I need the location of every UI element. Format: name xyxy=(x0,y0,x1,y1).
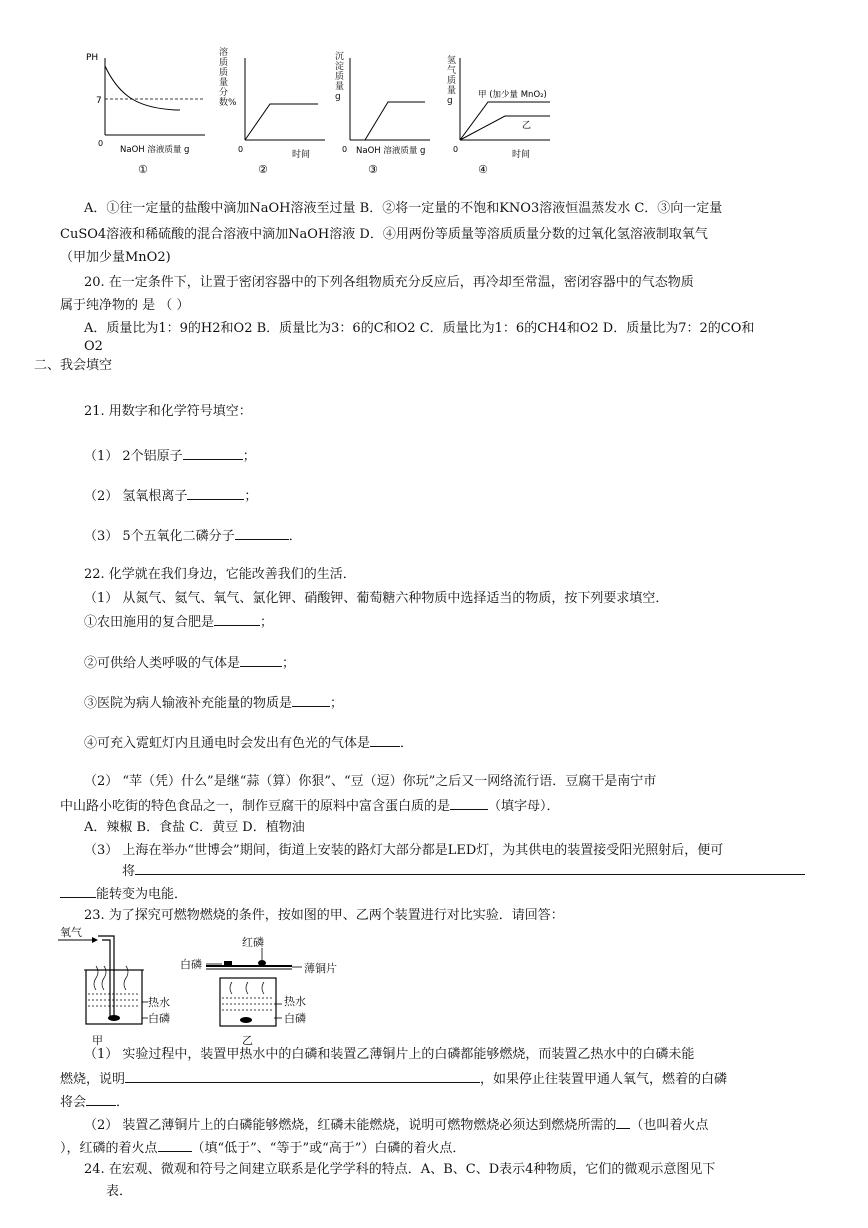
graph4-label-jia: 甲 (加少量 MnO₂) xyxy=(478,90,547,100)
q22-part2-line1: （2） “苹（凭）什么”是继“蒜（算）你狠”、“豆（逗）你玩”之后又一网络流行语．豆腐干是南宁市 xyxy=(84,774,657,789)
q22-part3-line2 xyxy=(122,861,805,881)
q23-part2-blank-1[interactable] xyxy=(616,1115,630,1129)
q21-item1-text: （1） 2个铝原子 xyxy=(84,449,183,464)
label-copper: 薄铜片 xyxy=(304,962,337,975)
graph2-origin: 0 xyxy=(238,145,244,154)
q23-part1-blank-short[interactable] xyxy=(86,1092,116,1106)
q21-stem: 21. 用数字和化学符号填空： xyxy=(84,404,252,419)
label-hotwater-jia: 热水 xyxy=(148,996,170,1009)
q22-a4 xyxy=(84,733,413,753)
graph1-tick7: 7 xyxy=(96,96,102,106)
q21-item2-blank[interactable] xyxy=(187,486,244,500)
q22-part3-line1: （3） 上海在举办“世博会”期间，街道上安装的路灯大部分都是LED灯，为其供电的装置接受阳光照射后，便可 xyxy=(84,843,724,858)
label-hotwater-yi: 热水 xyxy=(284,995,306,1008)
q23-part1-line2 xyxy=(60,1069,727,1089)
q22-part3-blank-long[interactable] xyxy=(135,861,805,875)
graph4-xlabel: 时间 xyxy=(512,150,531,160)
q23-part1-line3 xyxy=(60,1092,129,1112)
graph3-ylabel: 沉淀质量g xyxy=(335,52,345,102)
label-oxygen: 氧气 xyxy=(60,926,82,939)
q21-item2 xyxy=(84,486,257,506)
q22-a1-blank[interactable] xyxy=(214,612,260,626)
q21-item1 xyxy=(84,446,256,466)
q22-a3-semi: ； xyxy=(330,696,344,711)
q19-options-line1: A．①往一定量的盐酸中滴加NaOH溶液至过量 B．②将一定量的不饱和KNO3溶液恒温蒸发水 C．③向一定量 xyxy=(84,201,723,216)
q20-options-line1: A．质量比为1：9的H2和O2 B．质量比为3：6的C和O2 C．质量比为1：6的CH4和O2 D．质量比为7：2的CO和 xyxy=(84,321,755,336)
q22-part2-line2 xyxy=(60,796,560,816)
graph1-num: ① xyxy=(138,163,148,176)
graph4-num: ④ xyxy=(478,163,488,176)
q22-part2-line2-text: 中山路小吃街的特色食品之一，制作豆腐干的原料中富含蛋白质的是 xyxy=(60,799,451,814)
white-phosphorus-jia xyxy=(108,1015,120,1021)
q23-part1-line3-dot: ． xyxy=(116,1095,130,1110)
graph4-ylabel: 氢气质量g xyxy=(447,56,457,106)
q22-a2-text: ②可供给人类呼吸的气体是 xyxy=(84,656,241,671)
q19-options-line3: （甲加少量MnO2) xyxy=(60,250,171,265)
q22-part2-options: A．辣椒 B．食盐 C．黄豆 D．植物油 xyxy=(84,820,305,835)
q22-a1-text: ①农田施用的复合肥是 xyxy=(84,615,215,630)
q21-item2-semi: ； xyxy=(244,489,258,504)
q22-stem: 22. 化学就在我们身边，它能改善我们的生活． xyxy=(84,567,356,582)
q23-part1-line1: （1） 实验过程中，装置甲热水中的白磷和装置乙薄铜片上的白磷都能够燃烧，而装置乙热水中的白磷未能 xyxy=(84,1047,695,1062)
q21-item3 xyxy=(84,526,302,546)
q21-item3-dot: ． xyxy=(288,529,302,544)
q23-part2-blank-2[interactable] xyxy=(158,1138,192,1152)
label-whitep-top: 白磷 xyxy=(180,958,202,971)
q23-apparatus-figure xyxy=(56,924,356,1048)
q22-part2-blank[interactable] xyxy=(450,796,488,810)
red-phosphorus xyxy=(258,960,266,966)
label-jia: 甲 xyxy=(92,1034,103,1047)
white-phosphorus-on-copper xyxy=(224,961,232,966)
graph4-line-jia xyxy=(460,102,550,140)
graph2-xlabel: 时间 xyxy=(292,150,311,160)
graph4-label-yi: 乙 xyxy=(522,121,532,131)
q19-options-line2: CuSO4溶液和稀硫酸的混合溶液中滴加NaOH溶液 D．④用两份等质量等溶质质量分数的过氧化氢溶液制取氧气 xyxy=(60,227,708,242)
label-redp: 红磷 xyxy=(242,936,264,949)
white-phosphorus-yi xyxy=(240,1017,252,1023)
q23-part2-line1-text: （2） 装置乙薄铜片上的白磷能够燃烧，红磷未能燃烧，说明可燃物燃烧必须达到燃烧所需的 xyxy=(84,1118,617,1133)
graph2-num: ② xyxy=(258,163,268,176)
q23-part2-line1 xyxy=(84,1115,708,1135)
q22-a3 xyxy=(84,693,343,713)
graphs-figure xyxy=(80,40,570,180)
q21-item3-blank[interactable] xyxy=(235,526,289,540)
q24-line2: 表． xyxy=(106,1184,133,1199)
q24-line1: 24. 在宏观、微观和符号之间建立联系是化学学科的特点．A、B、C、D表示4种物质，它们的微观示意图见下 xyxy=(84,1162,716,1177)
q22-a4-text: ④可充入霓虹灯内且通电时会发出有色光的气体是 xyxy=(84,736,371,751)
q23-part2-line1-tail: （也叫着火点 xyxy=(630,1118,709,1133)
label-whitep-yi: 白磷 xyxy=(284,1012,306,1025)
q23-part1-line3-text: 将会 xyxy=(60,1095,87,1110)
q22-a2-semi: ； xyxy=(282,656,296,671)
q20-stem-line1: 20. 在一定条件下，让置于密闭容器中的下列各组物质充分反应后，再冷却至常温，密闭容器中的气态物质 xyxy=(84,275,694,290)
label-whitep-jia: 白磷 xyxy=(148,1012,170,1025)
graph3-line xyxy=(365,102,425,140)
graph1-xlabel: NaOH 溶液质量 g xyxy=(120,145,190,155)
q22-a2 xyxy=(84,653,295,673)
q22-a1 xyxy=(84,612,273,632)
graph1-origin: 0 xyxy=(98,139,104,148)
graph-1 xyxy=(86,53,205,176)
q23-part1-blank-long[interactable] xyxy=(125,1069,480,1083)
q22-part3-line2-text: 将 xyxy=(122,864,136,879)
graph3-origin: 0 xyxy=(342,145,348,154)
q21-item2-text: （2） 氢氧根离子 xyxy=(84,489,188,504)
graph-3 xyxy=(342,58,430,176)
q21-item1-blank[interactable] xyxy=(183,446,243,460)
q22-part3-line3 xyxy=(60,884,187,904)
q22-a1-semi: ； xyxy=(260,615,274,630)
graph1-ylabel: PH xyxy=(86,53,99,63)
graph3-num: ③ xyxy=(368,163,378,176)
q23-part2-line2 xyxy=(60,1138,465,1158)
oxygen-tube xyxy=(98,936,114,1016)
q22-a4-blank[interactable] xyxy=(370,733,400,747)
section-heading: 二、我会填空 xyxy=(34,358,113,373)
q23-part2-line2-b: （填“低于”、“等于”或“高于”）白磷的着火点． xyxy=(191,1141,466,1156)
q23-part1-line2-a: 燃烧，说明 xyxy=(60,1072,126,1087)
graph3-xlabel: NaOH 溶液质量 g xyxy=(356,146,426,156)
q21-item3-text: （3） 5个五氧化二磷分子 xyxy=(84,529,235,544)
q23-part1-line2-b: ，如果停止往装置甲通人氧气，燃着的白磷 xyxy=(480,1072,728,1087)
graph2-ylabel: 溶质质量分数% xyxy=(219,48,237,108)
q23-stem: 23. 为了探究可燃物燃烧的条件，按如图的甲、乙两个装置进行对比实验．请回答： xyxy=(84,908,564,923)
graph2-line xyxy=(245,104,318,140)
q22-part2-line2-tail: （填字母）． xyxy=(488,799,560,814)
q20-options-line2: O2 xyxy=(84,339,103,354)
label-yi: 乙 xyxy=(242,1034,253,1047)
graph-2 xyxy=(238,58,325,176)
graph4-line-yi xyxy=(460,116,550,140)
q22-a3-text: ③医院为病人输液补充能量的物质是 xyxy=(84,696,293,711)
ph-curve xyxy=(105,66,175,110)
q21-item1-semi: ； xyxy=(242,449,256,464)
q20-stem-line2: 属于纯净物的 是 （ ） xyxy=(60,298,190,313)
apparatus-jia xyxy=(58,936,148,1024)
graph-4 xyxy=(453,58,550,176)
q22-a2-blank[interactable] xyxy=(240,653,282,667)
q22-part3-line3-text: 能转变为电能． xyxy=(96,887,188,902)
q22-a4-dot: ． xyxy=(400,736,414,751)
graph4-origin: 0 xyxy=(453,145,459,154)
q22-part3-blank-short[interactable] xyxy=(60,884,96,898)
q23-part2-line2-a: ），红磷的着火点 xyxy=(60,1141,158,1156)
q22-part1-stem: （1） 从氮气、氦气、氧气、氯化钾、硝酸钾、葡萄糖六种物质中选择适当的物质，按下列要求填空． xyxy=(84,591,669,606)
q22-a3-blank[interactable] xyxy=(292,693,330,707)
